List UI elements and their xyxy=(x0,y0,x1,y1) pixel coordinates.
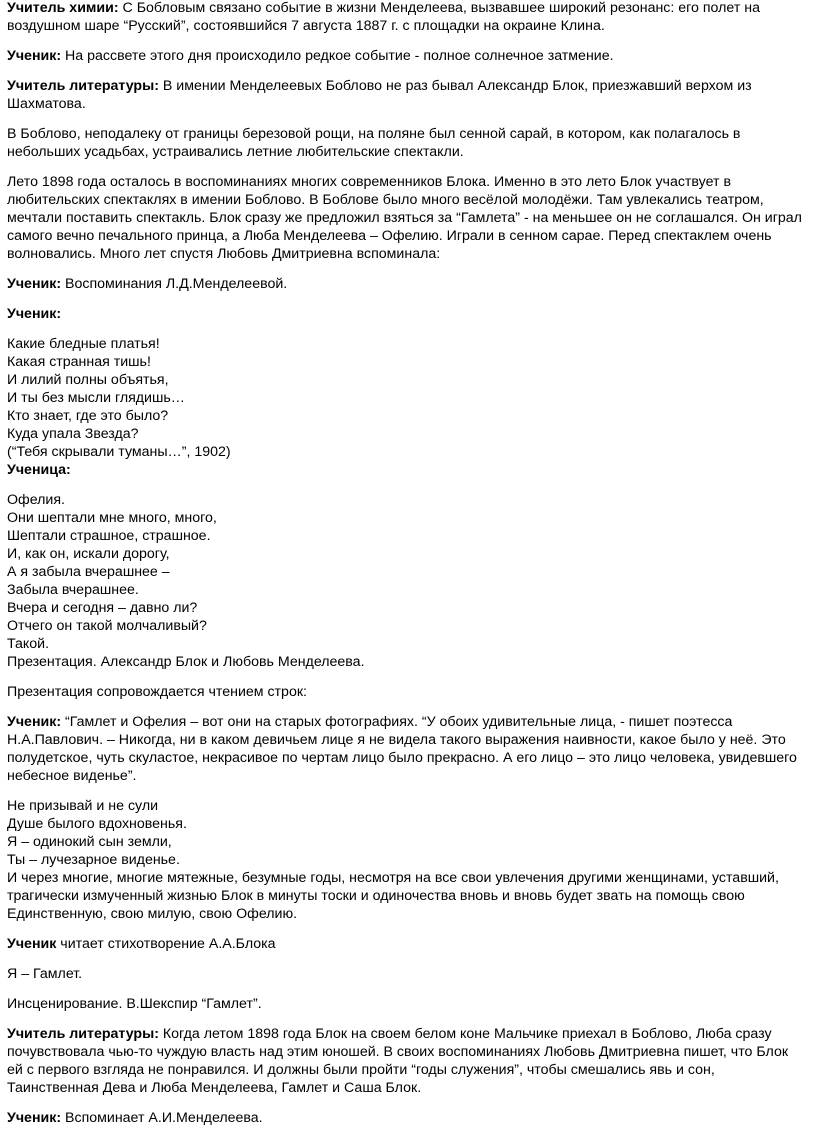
paragraph-text: Воспоминания Л.Д.Менделеевой. xyxy=(61,276,288,292)
paragraph-text: С Бобловым связано событие в жизни Менделеева, вызвавшее широкий резонанс: его полет на воздушном шаре “Русский”, состоявшийся 7 августа 1887 г. с площадки на окраине Клина. xyxy=(7,0,760,34)
paragraph-chemistry-teacher xyxy=(7,0,804,35)
paragraph-student-memoirs xyxy=(7,275,804,293)
paragraph-student-label xyxy=(7,305,804,323)
paragraph-text: В Боблово, неподалеку от границы березовой рощи, на поляне был сенной сарай, в котором, как полагалось в небольших усадьбах, устраивались летние любительские спектакли. xyxy=(7,126,741,160)
paragraph-text: Лето 1898 года осталось в воспоминаниях многих современников Блока. Именно в это лето Блок участвует в любительских спектаклях в имении Боблово. В Боблове было много весёлой молодёжи. Там увлекались театром, мечтали поставить спектакль. Блок сразу же предложил взяться за “Гамлета” - на меньшее он не соглашался. Он играл самого вечно печального принца, а Люба Менделеева – Офелию. Играли в сенном сарае. Перед спектаклем очень волновались. Много лет спустя Любовь Дмитриевна вспоминала: xyxy=(7,174,802,262)
speaker-label: Ученик: xyxy=(7,306,62,322)
paragraph-text: В имении Менделеевых Боблово не раз бывал Александр Блок, приезжавший верхом из Шахматова. xyxy=(7,78,752,112)
paragraph-student-reads-poem xyxy=(7,935,804,953)
speaker-label: Ученик: xyxy=(7,1110,62,1126)
paragraph-literature-teacher-blok xyxy=(7,77,804,113)
paragraph-text: На рассвете этого дня происходило редкое событие - полное солнечное затмение. xyxy=(61,48,614,64)
speaker-label: Ученик: xyxy=(7,714,62,730)
paragraph-literature-teacher-1898 xyxy=(7,1025,804,1097)
paragraph-text: читает стихотворение А.А.Блока xyxy=(56,936,276,952)
paragraph-text: Презентация сопровождается чтением строк: xyxy=(7,684,307,700)
paragraph-summer-1898 xyxy=(7,173,804,263)
speaker-label: Ученик: xyxy=(7,276,62,292)
paragraph-text: Вспоминает А.И.Менделеева. xyxy=(61,1110,263,1126)
paragraph-presentation-lines xyxy=(7,683,804,701)
speaker-label: Учитель химии: xyxy=(7,0,119,16)
poem-pale-dresses xyxy=(7,335,804,461)
paragraph-female-student-label xyxy=(7,461,804,479)
poem-text: Офелия. Они шептали мне много, много, Шептали страшное, страшное. И, как он, искали дорогу, А я забыла вчерашнее – Забыла вчерашнее. Вчера и сегодня – давно ли? Отчего он такой молчаливый? Такой. Презентация. Александр Блок и Любовь Менделеева. xyxy=(7,492,365,670)
speaker-label: Учитель литературы: xyxy=(7,78,159,94)
speaker-label: Учитель литературы: xyxy=(7,1026,159,1042)
paragraph-text: Когда летом 1898 года Блок на своем белом коне Мальчике приехал в Боблово, Люба сразу почувствовала чью-то чуждую власть над этим юношей. В своих воспоминаниях Любовь Дмитриевна пишет, что Блок ей с первого взгляда не понравился. И должны были пройти “годы служения”, чтобы смешались явь и сон, Таинственная Дева и Люба Менделеева, Гамлет и Саша Блок. xyxy=(7,1026,789,1096)
poem-text: Не призывай и не сули Душе былого вдохновенья. Я – одинокий сын земли, Ты – лучезарное виденье. И через многие, многие мятежные, безумные годы, несмотря на все свои увлечения другими женщинами, уставший, трагически измученный жизнью Блок в минуты тоски и одиночества вновь и вновь будет звать на помощь свою Единственную, свою милую, свою Офелию. xyxy=(7,798,779,922)
paragraph-i-am-hamlet xyxy=(7,965,804,983)
speaker-label: Ученик xyxy=(7,936,57,952)
paragraph-student-hamlet-ophelia xyxy=(7,713,804,785)
paragraph-student-recalls xyxy=(7,1109,804,1127)
paragraph-staging-hamlet xyxy=(7,995,804,1013)
paragraph-student-eclipse xyxy=(7,47,804,65)
poem-ophelia xyxy=(7,491,804,671)
speaker-label: Ученица: xyxy=(7,462,71,478)
paragraph-hay-barn xyxy=(7,125,804,161)
poem-text: Какие бледные платья! Какая странная тишь! И лилий полны объятья, И ты без мысли глядишь… Кто знает, где это было? Куда упала Звезда? (“Тебя скрывали туманы…”, 1902) xyxy=(7,336,231,460)
paragraph-text: “Гамлет и Офелия – вот они на старых фотографиях. “У обоих удивительные лица, - пишет поэтесса Н.А.Павлович. – Никогда, ни в каком девичьем лице я не видела такого выражения наивности, какое было у неё. Это полудетское, чуть скуластое, некрасивое по чертам лицо было прекрасно. А его лицо – это лицо человека, увидевшего небесное виденье”. xyxy=(7,714,797,784)
paragraph-text: Я – Гамлет. xyxy=(7,966,83,982)
poem-do-not-call xyxy=(7,797,804,923)
speaker-label: Ученик: xyxy=(7,48,62,64)
paragraph-text: Инсценирование. В.Шекспир “Гамлет”. xyxy=(7,996,262,1012)
